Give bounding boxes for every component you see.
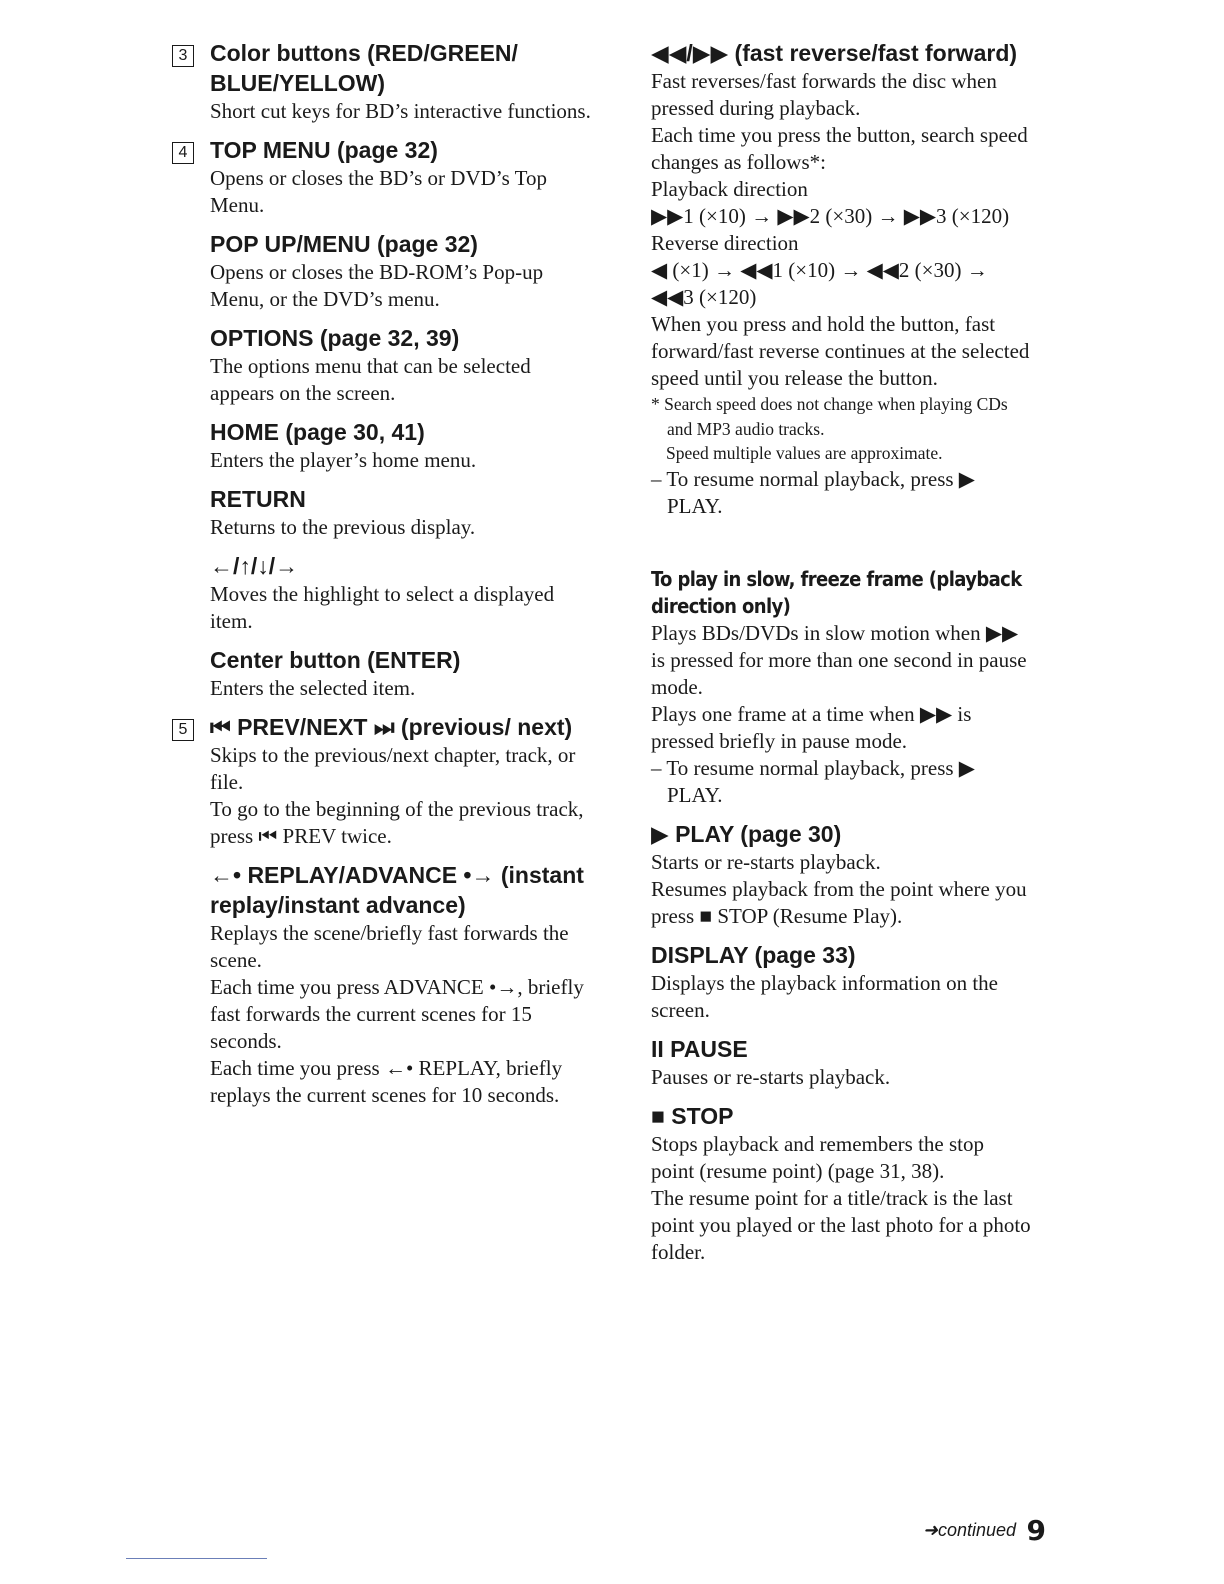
ff-resume: – To resume normal playback, press ▶ PLAY. bbox=[651, 466, 975, 518]
popup-menu-heading: POP UP/MENU (page 32) bbox=[210, 231, 478, 257]
ff-note-1: * Search speed does not change when playing CDs and MP3 audio tracks. bbox=[651, 394, 1008, 439]
stop-text-2: The resume point for a title/track is the last point you played or the last photo for a photo folder. bbox=[651, 1185, 1031, 1264]
top-menu-text: Opens or closes the BD’s or DVD’s Top Menu. bbox=[210, 166, 548, 217]
home-text: Enters the player’s home menu. bbox=[210, 448, 477, 472]
ff-text-5: Reverse direction bbox=[651, 231, 799, 255]
slow-text-1: Plays BDs/DVDs in slow motion when ▶▶ is pressed for more than one second in pause mode. bbox=[651, 620, 1027, 699]
replay-advance-text-2: Each time you press ADVANCE •→, briefly fast forwards the current scenes for 15 seconds. bbox=[210, 975, 584, 1053]
popup-menu-text: Opens or closes the BD-ROM’s Pop-up Menu, or the DVD’s menu. bbox=[210, 260, 544, 311]
play-text-1: Starts or re-starts playback. bbox=[651, 849, 881, 874]
stop-heading: ■ STOP bbox=[651, 1102, 734, 1129]
continued-label: ➜continued bbox=[922, 1520, 1017, 1540]
pause-text: Pauses or re-starts playback. bbox=[651, 1064, 891, 1089]
section-number-5: 5 bbox=[172, 719, 194, 741]
stop-text-1: Stops playback and remembers the stop point (resume point) (page 31, 38). bbox=[651, 1131, 985, 1183]
section-number-4: 4 bbox=[172, 142, 194, 164]
play-text-2: Resumes playback from the point where you press ■ STOP (Resume Play). bbox=[651, 876, 1027, 928]
page-footer bbox=[923, 1514, 1046, 1547]
left-column bbox=[172, 38, 592, 1109]
slow-freeze-heading: To play in slow, freeze frame (playback direction only) bbox=[651, 566, 1022, 618]
section-3 bbox=[172, 38, 592, 125]
return-heading: RETURN bbox=[210, 486, 306, 512]
display-heading: DISPLAY (page 33) bbox=[651, 941, 856, 968]
ff-note-2: Speed multiple values are approximate. bbox=[666, 443, 943, 463]
enter-heading: Center button (ENTER) bbox=[210, 647, 461, 673]
footer-rule bbox=[126, 1558, 267, 1559]
options-text: The options menu that can be selected appears on the screen. bbox=[210, 354, 531, 405]
play-heading: ▶ PLAY (page 30) bbox=[651, 820, 842, 847]
ff-text-6: ◀ (×1) → ◀◀1 (×10) → ◀◀2 (×30) → ◀◀3 (×120) bbox=[651, 258, 988, 309]
arrow-keys-heading: ←/↑/↓/→ bbox=[210, 553, 299, 579]
ff-text-3: Playback direction bbox=[651, 177, 808, 201]
home-heading: HOME (page 30, 41) bbox=[210, 419, 425, 445]
return-text: Returns to the previous display. bbox=[210, 515, 476, 539]
top-menu-heading: TOP MENU (page 32) bbox=[210, 137, 438, 163]
page-number: 9 bbox=[1026, 1514, 1046, 1547]
arrow-keys-text: Moves the highlight to select a displayed item. bbox=[210, 582, 555, 633]
ff-text-2: Each time you press the button, search speed changes as follows*: bbox=[651, 123, 1028, 174]
replay-advance-text-1: Replays the scene/briefly fast forwards the scene. bbox=[210, 921, 569, 972]
color-buttons-heading: Color buttons (RED/GREEN/ BLUE/YELLOW) bbox=[210, 40, 518, 96]
section-4 bbox=[172, 135, 592, 702]
fast-reverse-forward-heading: ◀◀/▶▶ (fast reverse/fast forward) bbox=[651, 40, 1018, 66]
prev-next-heading: ⏮ PREV/NEXT ⏭ (previous/ next) bbox=[210, 714, 573, 740]
color-buttons-text: Short cut keys for BD’s interactive functions. bbox=[210, 99, 591, 123]
display-text: Displays the playback information on the screen. bbox=[651, 970, 999, 1022]
enter-text: Enters the selected item. bbox=[210, 676, 416, 700]
right-column bbox=[651, 38, 1031, 1266]
prev-next-text-2: To go to the beginning of the previous track, press ⏮ PREV twice. bbox=[210, 797, 584, 848]
prev-next-text-1: Skips to the previous/next chapter, track, or file. bbox=[210, 743, 576, 794]
slow-resume: – To resume normal playback, press ▶ PLAY. bbox=[651, 755, 975, 807]
options-heading: OPTIONS (page 32, 39) bbox=[210, 325, 460, 351]
replay-advance-heading: ←• REPLAY/ADVANCE •→ (instant replay/instant advance) bbox=[210, 862, 584, 918]
ff-text-1: Fast reverses/fast forwards the disc when pressed during playback. bbox=[651, 69, 997, 120]
section-number-3: 3 bbox=[172, 45, 194, 67]
ff-text-4: ▶▶1 (×10) → ▶▶2 (×30) → ▶▶3 (×120) bbox=[651, 204, 1010, 228]
section-5 bbox=[172, 712, 592, 1109]
slow-text-2: Plays one frame at a time when ▶▶ is pressed briefly in pause mode. bbox=[651, 701, 972, 753]
pause-heading: II PAUSE bbox=[651, 1035, 748, 1062]
ff-text-7: When you press and hold the button, fast forward/fast reverse continues at the selected speed until you release the button. bbox=[651, 312, 1030, 390]
replay-advance-text-3: Each time you press ←• REPLAY, briefly replays the current scenes for 10 seconds. bbox=[210, 1056, 563, 1107]
